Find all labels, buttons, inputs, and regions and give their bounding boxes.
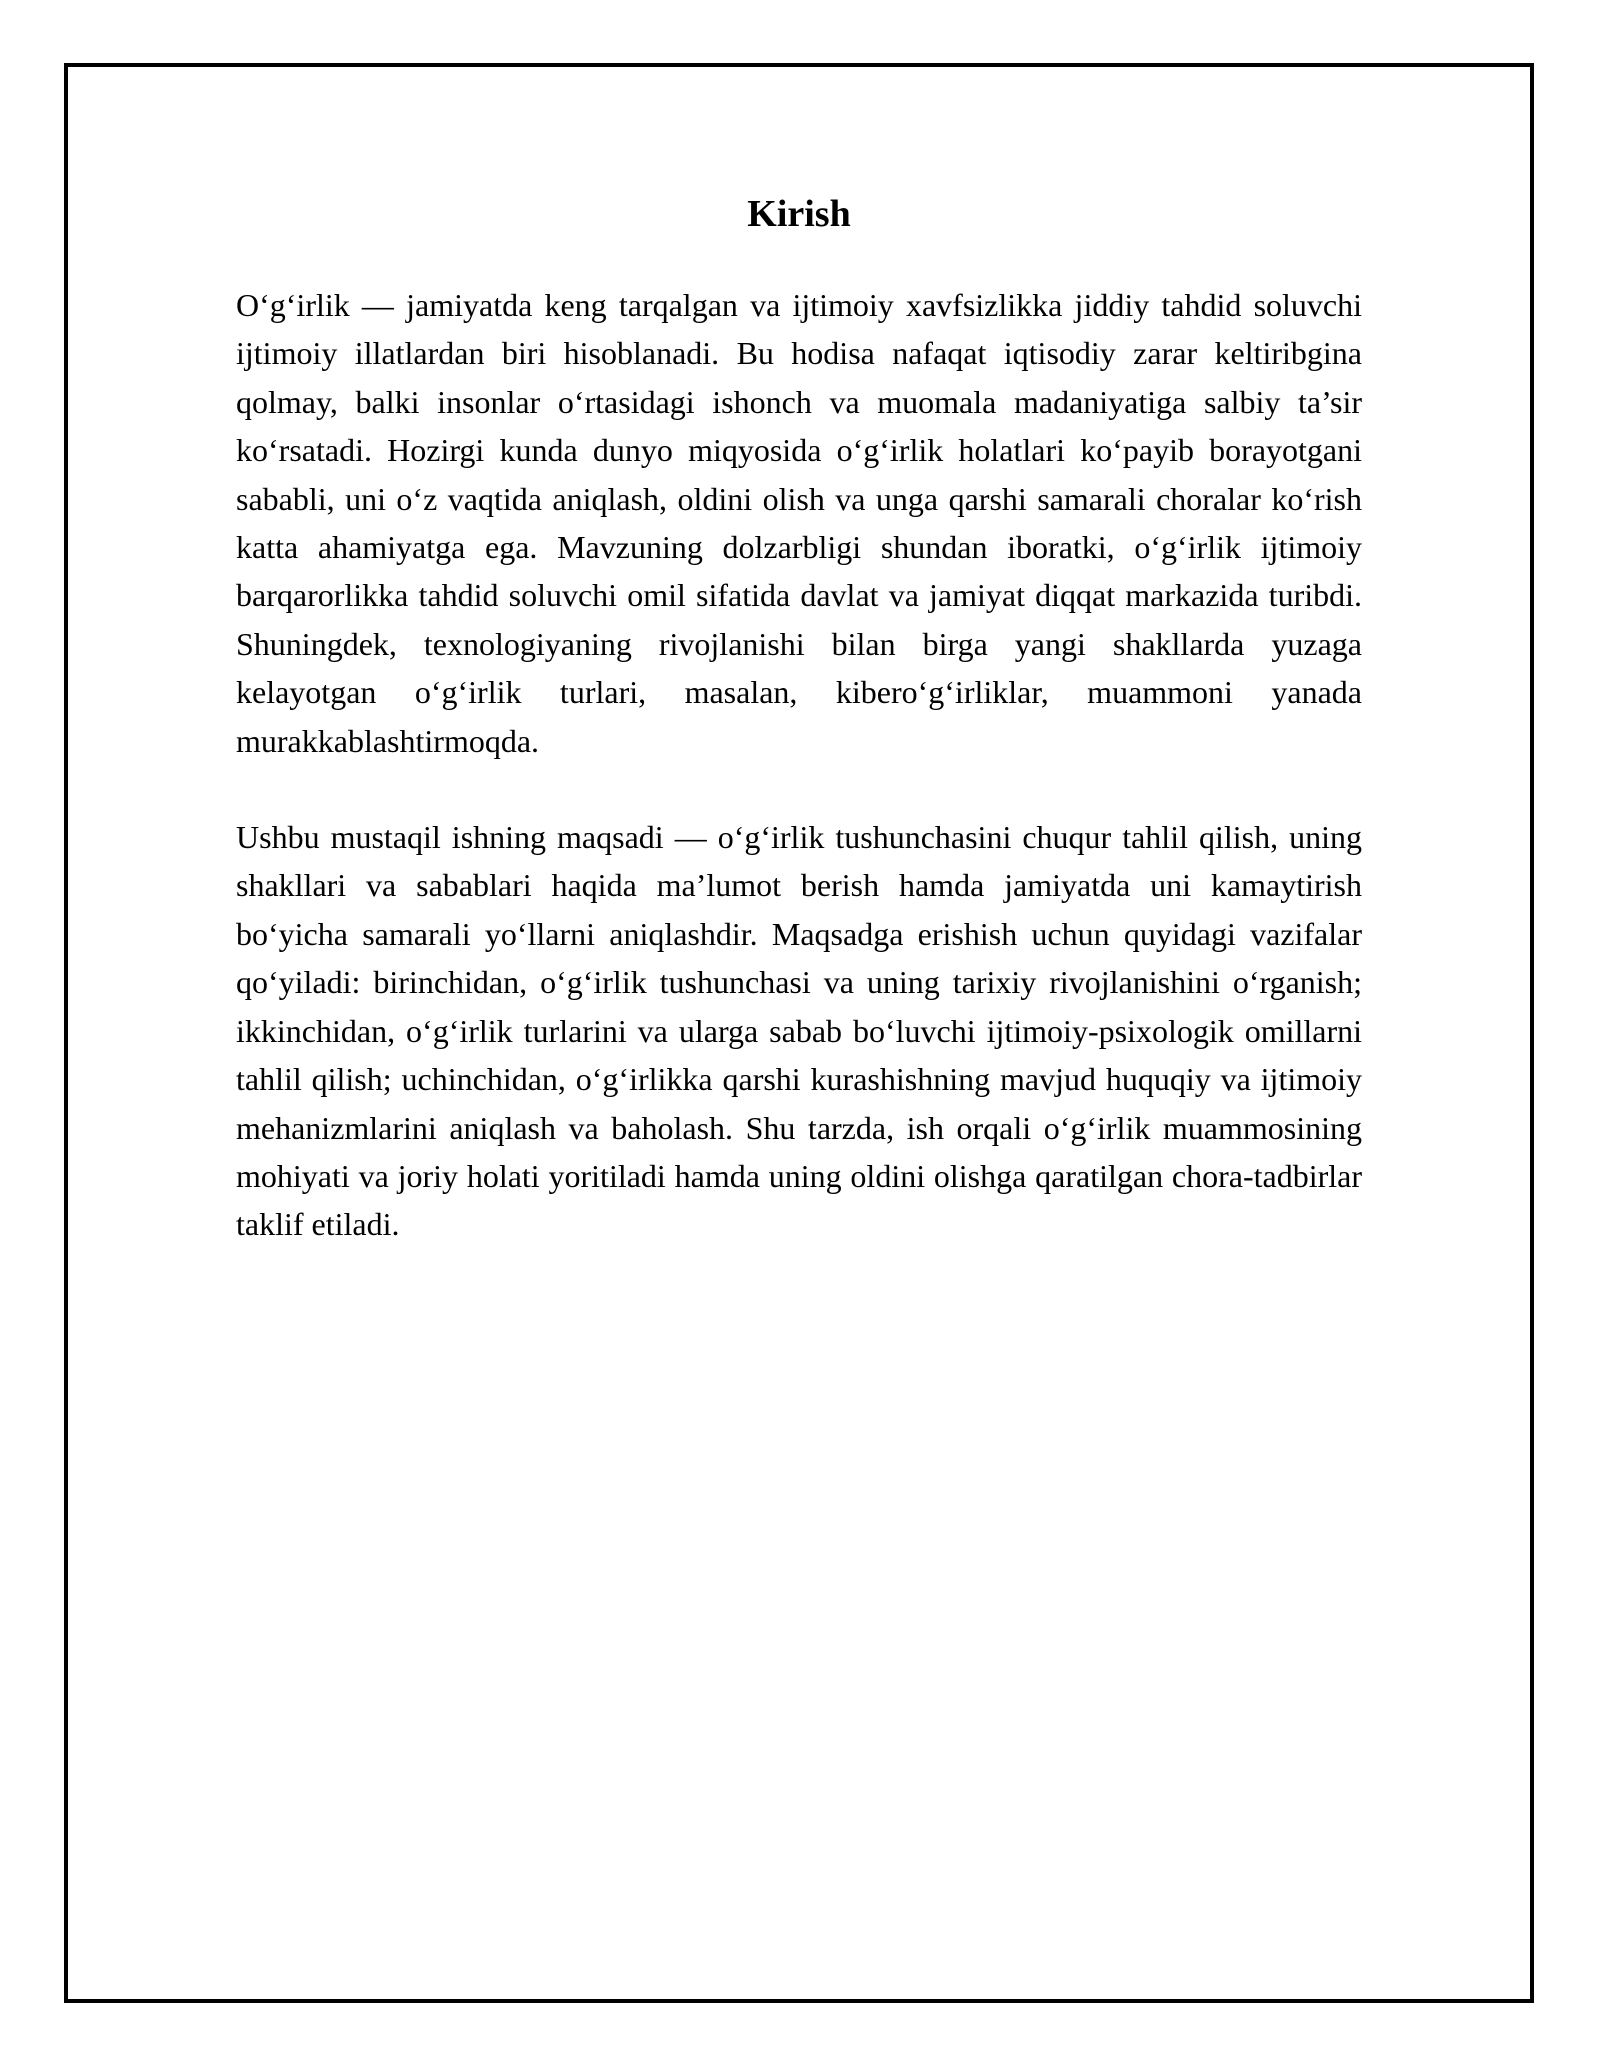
intro-paragraph-objectives: Ushbu mustaqil ishning maqsadi — o‘g‘irlik tushunchasini chuqur tahlil qilish, uning shakllari va sabablari haqida ma’lumot berish hamda jamiyatda uni kamaytirish bo‘yicha samarali yo‘llarni aniqlashdir. Maqsadga erishish uchun quyidagi vazifalar qo‘yiladi: birinchidan, o‘g‘irlik tushunchasi va uning tarixiy rivojlanishini o‘rganish; ikkinchidan, o‘g‘irlik turlarini va ularga sabab bo‘luvchi ijtimoiy-psixologik omillarni tahlil qilish; uchinchidan, o‘g‘irlikka qarshi kurashishning mavjud huquqiy va ijtimoiy mehanizmlarini aniqlash va baholash. Shu tarzda, ish orqali o‘g‘irlik muammosining mohiyati va joriy holati yoritiladi hamda uning oldini olishga qaratilgan chora-tadbirlar taklif etiladi. bbox=[236, 819, 1362, 1243]
document-title: Kirish bbox=[747, 193, 851, 235]
document-body bbox=[236, 184, 1362, 1249]
intro-paragraph-relevance: O‘g‘irlik — jamiyatda keng tarqalgan va ijtimoiy xavfsizlikka jiddiy tahdid soluvchi ijtimoiy illatlardan biri hisoblanadi. Bu hodisa nafaqat iqtisodiy zarar keltiribgina qolmay, balki insonlar o‘rtasidagi ishonch va muomala madaniyatiga salbiy ta’sir ko‘rsatadi. Hozirgi kunda dunyo miqyosida o‘g‘irlik holatlari ko‘payib borayotgani sababli, uni o‘z vaqtida aniqlash, oldini olish va unga qarshi samarali choralar ko‘rish katta ahamiyatga ega. Mavzuning dolzarbligi shundan iboratki, o‘g‘irlik ijtimoiy barqarorlikka tahdid soluvchi omil sifatida davlat va jamiyat diqqat markazida turibdi. Shuningdek, texnologiyaning rivojlanishi bilan birga yangi shakllarda yuzaga kelayotgan o‘g‘irlik turlari, masalan, kibero‘g‘irliklar, muammoni yanada murakkablashtirmoqda. bbox=[236, 287, 1362, 759]
